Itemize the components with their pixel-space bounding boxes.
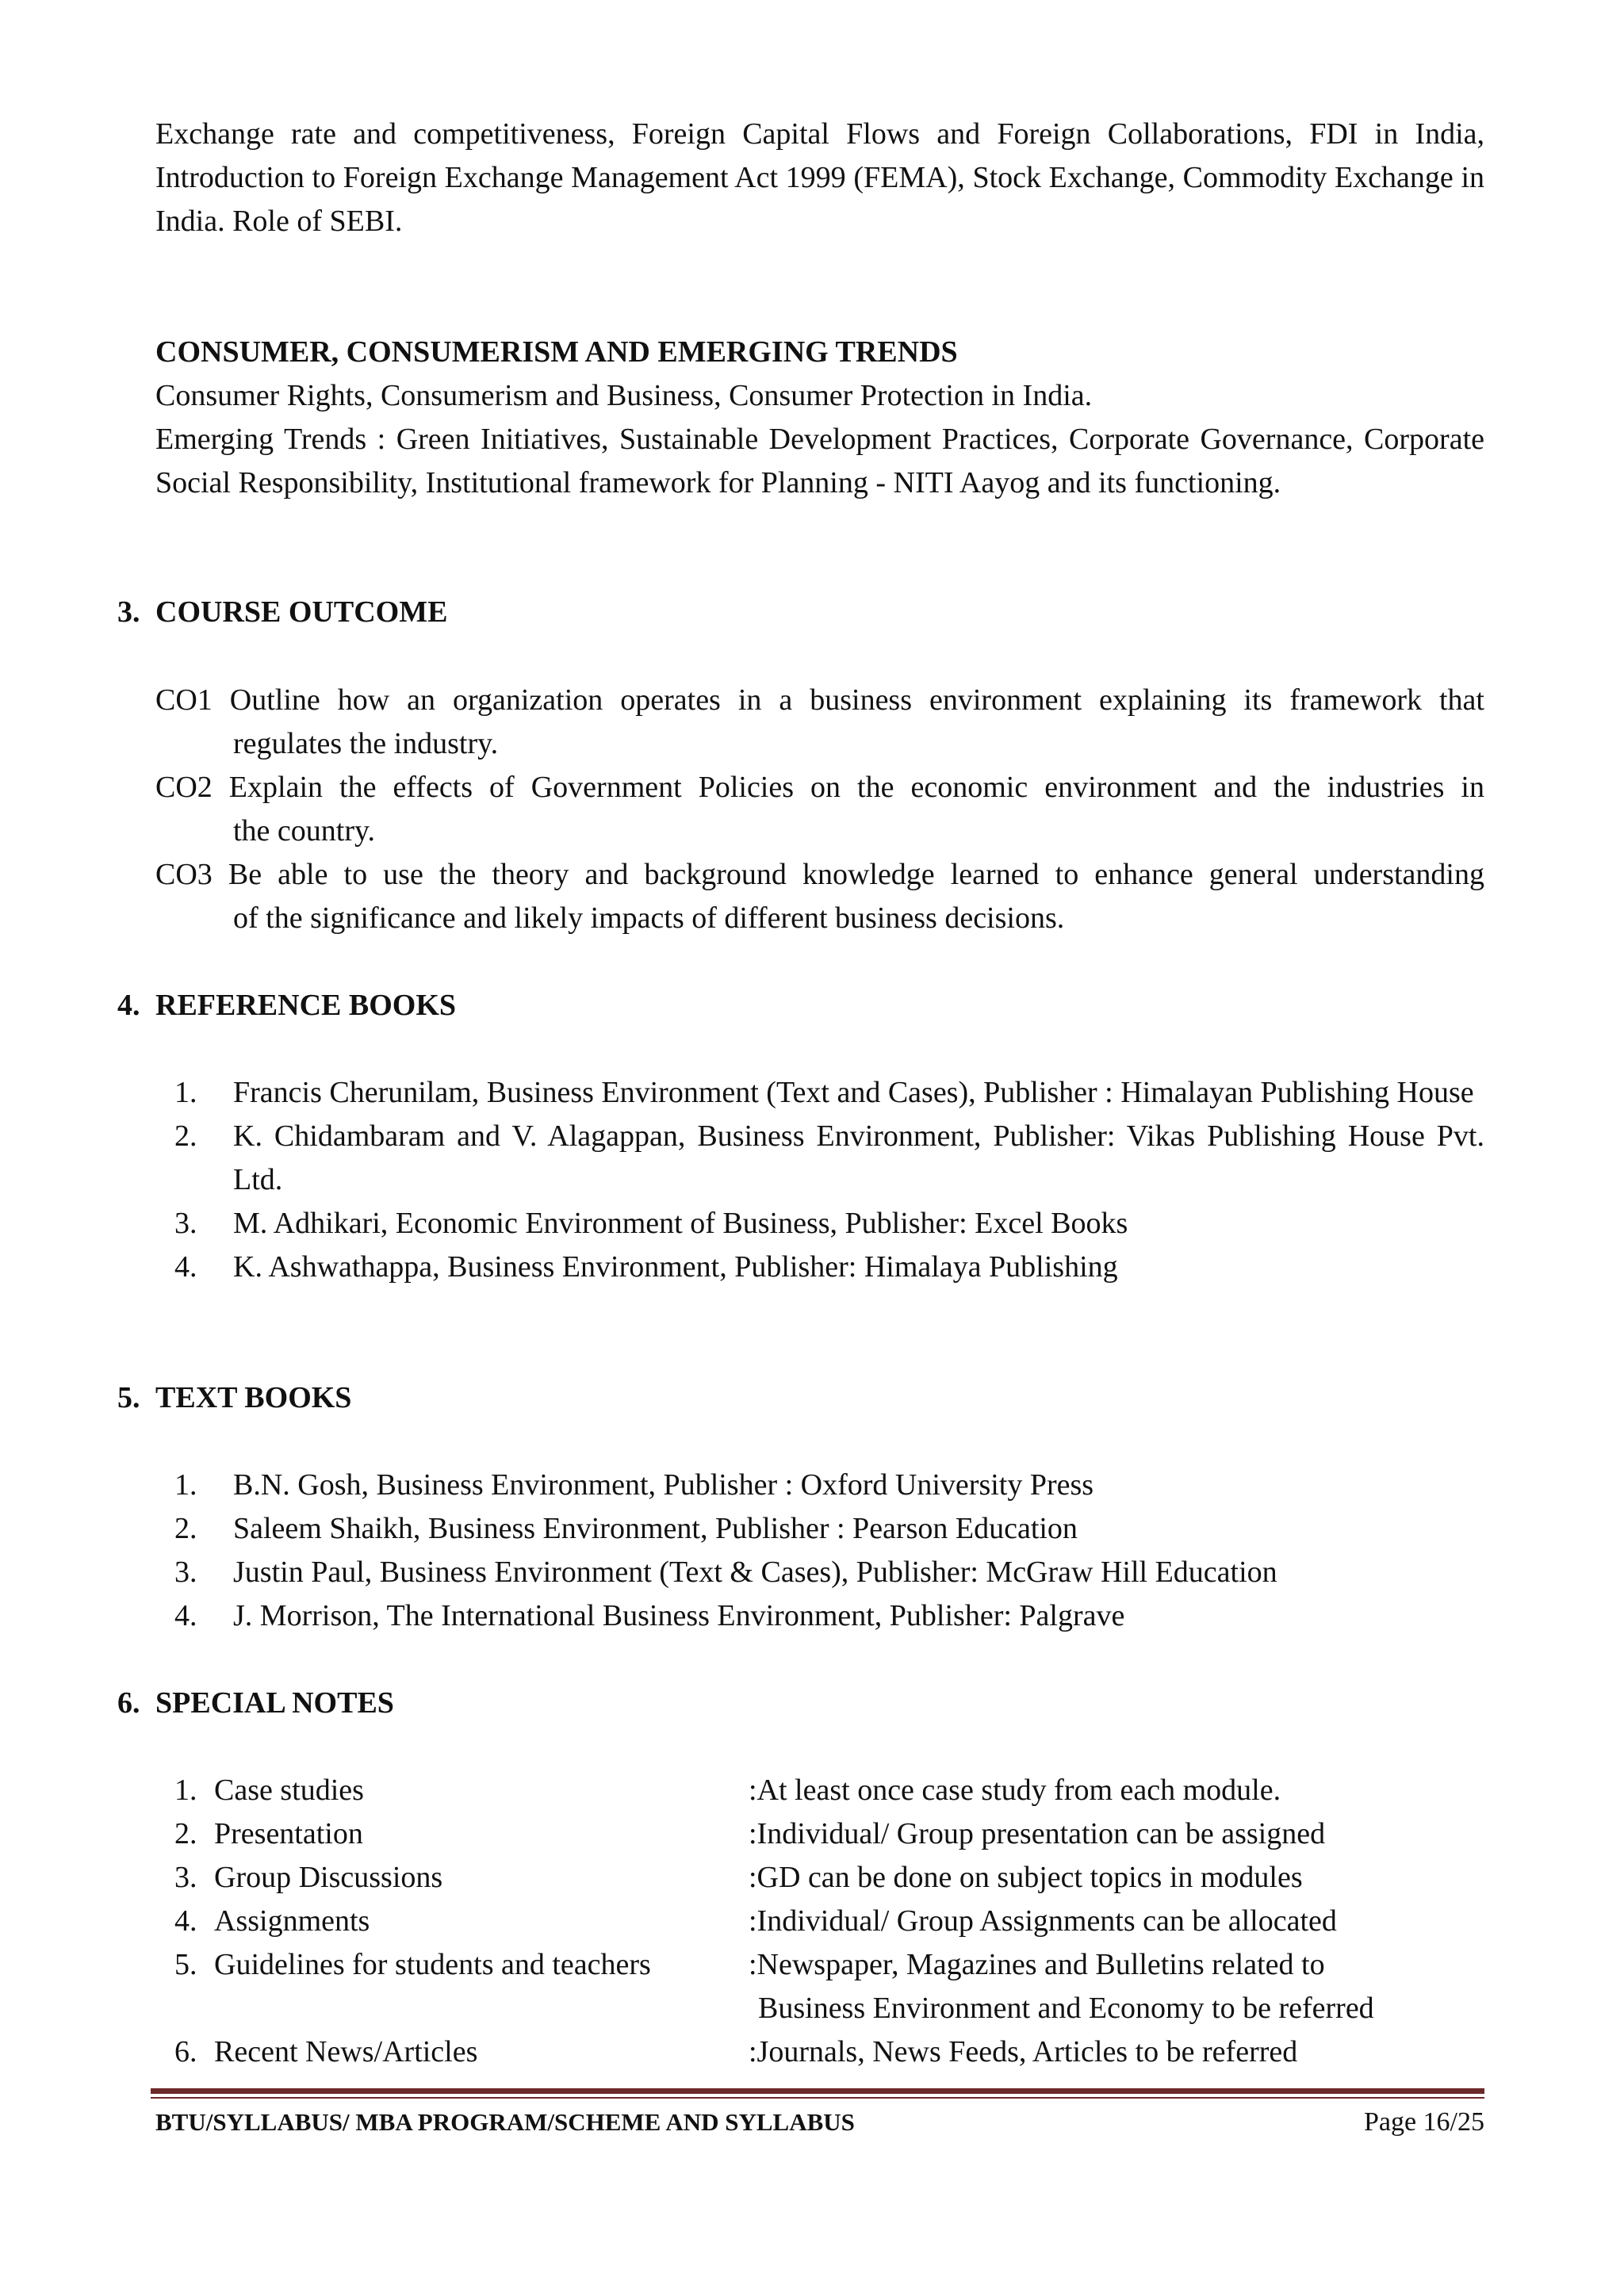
list-number: 2. bbox=[174, 1512, 197, 1545]
special-note-row bbox=[174, 1812, 1507, 1856]
special-note-label: Assignments bbox=[214, 1904, 370, 1938]
special-note-value: :Individual/ Group Assignments can be allocated bbox=[749, 1904, 1337, 1938]
section-number: 4. bbox=[117, 989, 140, 1022]
text-book-item bbox=[155, 1551, 1484, 1594]
text-book-item bbox=[155, 1464, 1484, 1507]
special-note-continuation-row bbox=[174, 1987, 1507, 2030]
special-note-row bbox=[174, 1943, 1507, 1987]
reference-book-item bbox=[155, 1115, 1484, 1202]
consumer-heading: CONSUMER, CONSUMERISM AND EMERGING TRENDS bbox=[155, 335, 958, 369]
reference-book-item bbox=[155, 1246, 1484, 1289]
text-book-text: Justin Paul, Business Environment (Text & Cases), Publisher: McGraw Hill Education bbox=[233, 1556, 1277, 1589]
reference-book-text: K. Chidambaram and V. Alagappan, Business Environment, Publisher: Vikas Publishing House Pvt. Ltd. bbox=[233, 1119, 1484, 1196]
section-title: COURSE OUTCOME bbox=[155, 595, 448, 629]
course-outcome-continuation: the country. bbox=[233, 814, 376, 848]
section-title: REFERENCE BOOKS bbox=[155, 989, 457, 1022]
list-number: 5. bbox=[174, 1948, 197, 1981]
section-special-notes-heading bbox=[117, 1682, 394, 1725]
course-outcome-text: CO2 Explain the effects of Government Policies on the economic environment and the industries in bbox=[155, 771, 1484, 804]
special-note-row bbox=[174, 1856, 1507, 1900]
special-notes-list bbox=[174, 1769, 1507, 2074]
reference-book-item bbox=[155, 1071, 1484, 1115]
course-outcome-text: CO1 Outline how an organization operates in a business environment explaining its framework that bbox=[155, 683, 1484, 717]
section-number: 5. bbox=[117, 1381, 140, 1414]
text-book-text: Saleem Shaikh, Business Environment, Publisher : Pearson Education bbox=[233, 1512, 1078, 1545]
footer-rule-thin bbox=[151, 2097, 1484, 2099]
special-note-value: :Individual/ Group presentation can be assigned bbox=[749, 1817, 1326, 1850]
text-book-text: J. Morrison, The International Business Environment, Publisher: Palgrave bbox=[233, 1599, 1125, 1632]
reference-book-text: M. Adhikari, Economic Environment of Business, Publisher: Excel Books bbox=[233, 1207, 1128, 1240]
section-text-books-heading bbox=[117, 1376, 351, 1420]
special-note-value: :Newspaper, Magazines and Bulletins related to bbox=[749, 1948, 1325, 1981]
list-number: 1. bbox=[174, 1468, 197, 1502]
intro-paragraph: Exchange rate and competitiveness, Foreign Capital Flows and Foreign Collaborations, FDI in India, Introduction to Foreign Exchange Management Act 1999 (FEMA), Stock Exchange, Commodity Exchange in India. Role of SEBI. bbox=[155, 117, 1484, 238]
list-number: 4. bbox=[174, 1250, 197, 1284]
course-outcome-item bbox=[155, 679, 1484, 766]
section-course-outcome-heading bbox=[117, 591, 447, 634]
special-note-row bbox=[174, 1769, 1507, 1812]
list-number: 1. bbox=[174, 1076, 197, 1109]
special-note-value: :At least once case study from each module. bbox=[749, 1774, 1281, 1807]
course-outcome-continuation: of the significance and likely impacts of different business decisions. bbox=[233, 901, 1065, 935]
section-reference-books-heading bbox=[117, 984, 456, 1027]
special-note-label: Recent News/Articles bbox=[214, 2035, 478, 2068]
consumer-line-1: Consumer Rights, Consumerism and Business, Consumer Protection in India. bbox=[155, 379, 1093, 412]
reference-book-text: K. Ashwathappa, Business Environment, Publisher: Himalaya Publishing bbox=[233, 1250, 1118, 1284]
special-note-label: Guidelines for students and teachers bbox=[214, 1948, 651, 1981]
special-note-value: :Journals, News Feeds, Articles to be referred bbox=[749, 2035, 1298, 2068]
course-outcome-item bbox=[155, 766, 1484, 853]
list-number: 2. bbox=[174, 1817, 197, 1850]
consumer-line-2: Emerging Trends : Green Initiatives, Sustainable Development Practices, Corporate Governance, Corporate Social Responsibility, Institutional framework for Planning - NITI Aayog and its functioning. bbox=[155, 423, 1484, 499]
course-outcome-item bbox=[155, 853, 1484, 940]
list-number: 4. bbox=[174, 1904, 197, 1938]
list-number: 6. bbox=[174, 2035, 197, 2068]
text-books-list bbox=[155, 1464, 1484, 1638]
footer-rule-thick bbox=[151, 2088, 1484, 2094]
special-note-row bbox=[174, 2030, 1507, 2074]
text-book-text: B.N. Gosh, Business Environment, Publisher : Oxford University Press bbox=[233, 1468, 1094, 1502]
section-number: 6. bbox=[117, 1686, 140, 1720]
footer-page-number: Page 16/25 bbox=[1363, 2107, 1484, 2137]
list-number: 3. bbox=[174, 1861, 197, 1894]
section-number: 3. bbox=[117, 595, 140, 629]
list-number: 1. bbox=[174, 1774, 197, 1807]
text-book-item bbox=[155, 1594, 1484, 1638]
list-number: 4. bbox=[174, 1599, 197, 1632]
special-note-value: :GD can be done on subject topics in modules bbox=[749, 1861, 1303, 1894]
reference-book-text: Francis Cherunilam, Business Environment (Text and Cases), Publisher : Himalayan Publishing House bbox=[233, 1076, 1474, 1109]
text-book-item bbox=[155, 1507, 1484, 1551]
special-note-label: Case studies bbox=[214, 1774, 364, 1807]
special-note-value-continuation: Business Environment and Economy to be referred bbox=[758, 1992, 1374, 2025]
footer-document-path: BTU/SYLLABUS/ MBA PROGRAM/SCHEME AND SYLLABUS bbox=[155, 2108, 855, 2136]
list-number: 3. bbox=[174, 1556, 197, 1589]
course-outcome-continuation: regulates the industry. bbox=[233, 727, 499, 760]
special-note-row bbox=[174, 1900, 1507, 1943]
course-outcome-text: CO3 Be able to use the theory and background knowledge learned to enhance general understanding bbox=[155, 858, 1484, 891]
special-note-label: Group Discussions bbox=[214, 1861, 443, 1894]
section-title: SPECIAL NOTES bbox=[155, 1686, 394, 1720]
section-title: TEXT BOOKS bbox=[155, 1381, 352, 1414]
reference-books-list bbox=[155, 1071, 1484, 1289]
list-number: 2. bbox=[174, 1119, 197, 1153]
list-number: 3. bbox=[174, 1207, 197, 1240]
reference-book-item bbox=[155, 1202, 1484, 1246]
special-note-label: Presentation bbox=[214, 1817, 363, 1850]
